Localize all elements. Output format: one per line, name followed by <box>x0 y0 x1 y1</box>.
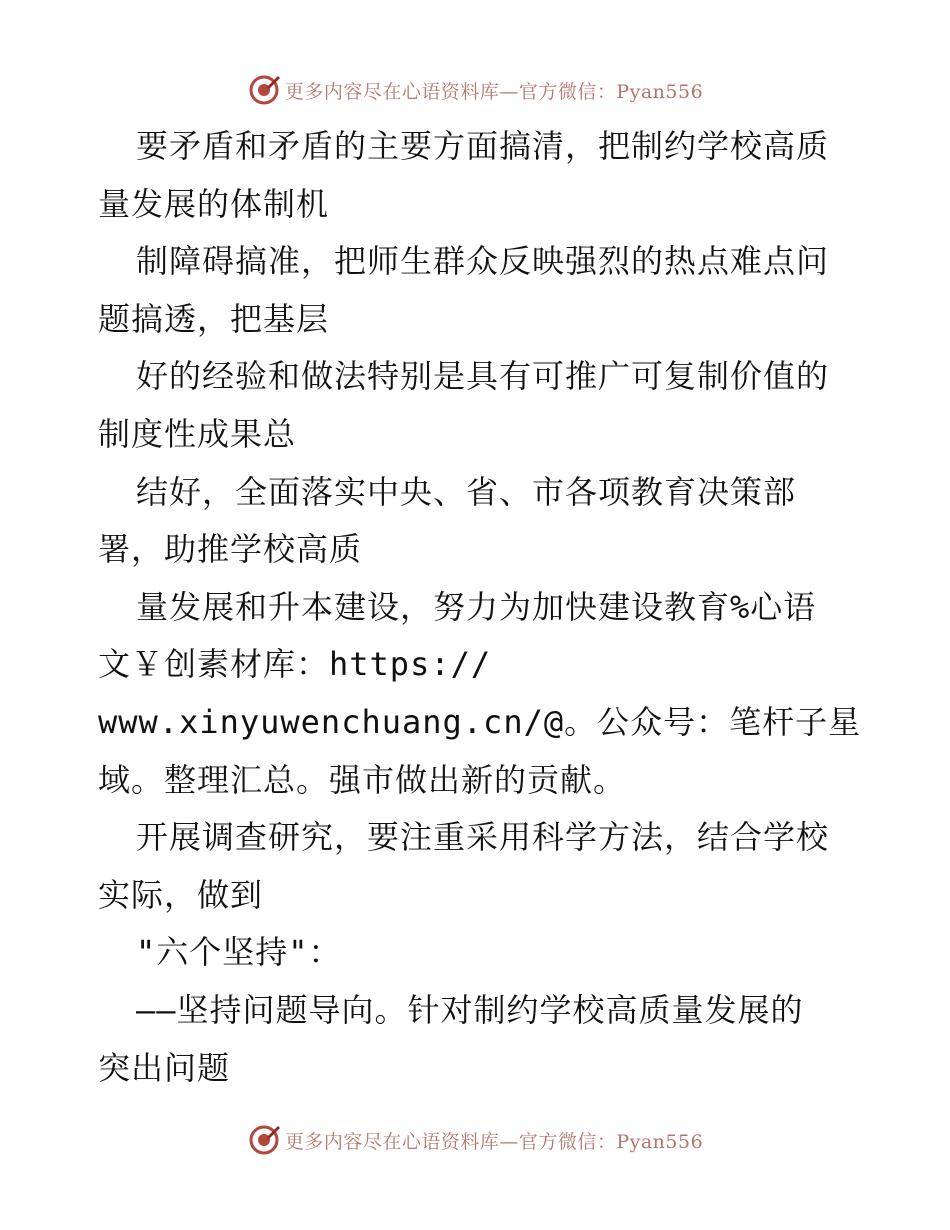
text-line: www.xinyuwenchuang.cn/@。公众号：笔杆子星 <box>98 702 862 741</box>
document-body <box>98 118 868 1097</box>
footer-banner <box>0 1120 950 1160</box>
brush-logo-icon <box>247 1123 281 1157</box>
text-line: 实际，做到 <box>98 875 264 914</box>
text-line: 文￥创素材库：https:// <box>98 645 492 684</box>
header-banner <box>0 70 950 110</box>
footer-banner-text: 更多内容尽在心语资料库—官方微信：Pyan556 <box>284 1130 704 1153</box>
text-line: "六个坚持"： <box>136 933 342 972</box>
text-line: 制障碍搞准，把师生群众反映强烈的热点难点问 <box>136 242 830 281</box>
text-line: 好的经验和做法特别是具有可推广可复制价值的 <box>136 357 830 396</box>
text-line: 题搞透，把基层 <box>98 299 330 338</box>
text-line: 结好，全面落实中央、省、市各项教育决策部 <box>136 472 797 511</box>
text-line: 制度性成果总 <box>98 414 297 453</box>
brush-logo-icon <box>247 73 281 107</box>
text-line: 突出问题 <box>98 1048 231 1087</box>
text-line: 署，助推学校高质 <box>98 530 363 569</box>
text-line: 量发展的体制机 <box>98 184 330 223</box>
header-banner-text: 更多内容尽在心语资料库—官方微信：Pyan556 <box>284 80 704 103</box>
text-line: 域。整理汇总。强市做出新的贡献。 <box>98 760 627 799</box>
text-line: 量发展和升本建设，努力为加快建设教育%心语 <box>136 587 817 626</box>
text-line: 要矛盾和矛盾的主要方面搞清，把制约学校高质 <box>136 127 830 165</box>
text-line: ——坚持问题导向。针对制约学校高质量发展的 <box>136 990 804 1029</box>
text-line: 开展调查研究，要注重采用科学方法，结合学校 <box>136 818 830 857</box>
